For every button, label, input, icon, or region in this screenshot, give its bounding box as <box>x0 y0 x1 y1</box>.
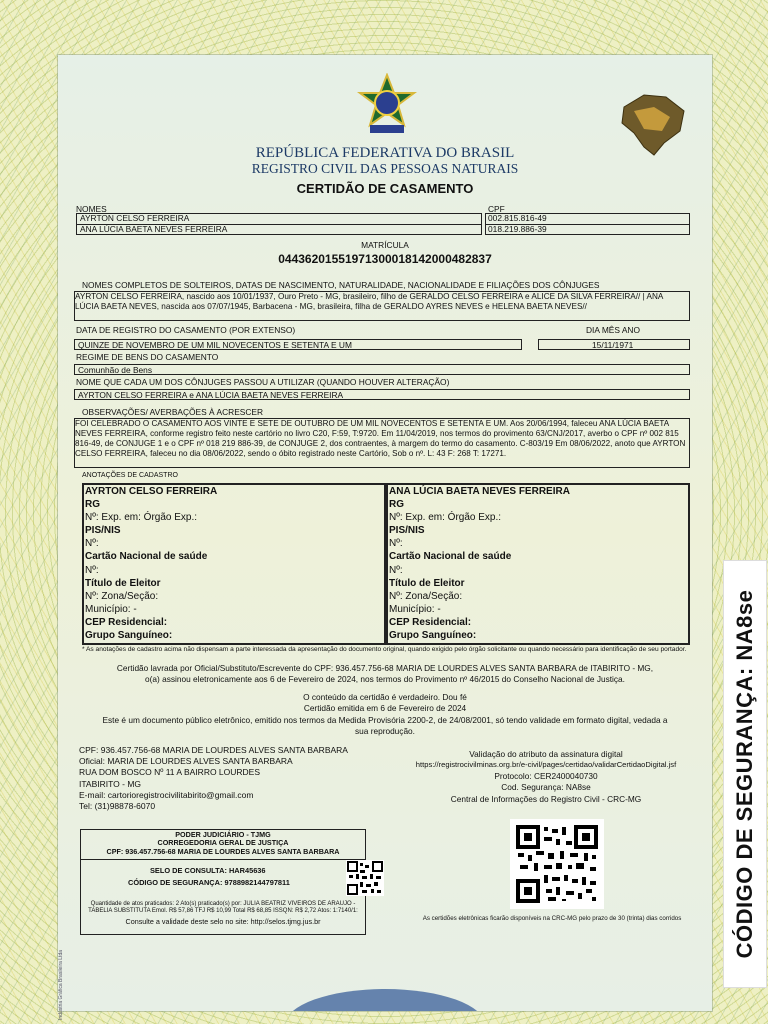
registry-title: REGISTRO CIVIL DAS PESSOAS NATURAIS <box>251 161 519 176</box>
cadastro-right-grupo: Grupo Sanguíneo: <box>389 630 477 641</box>
validation-line-1: Validação do atributo da assinatura digital <box>469 749 623 759</box>
certification-line-6: sua reprodução. <box>355 726 415 736</box>
names-label: NOMES <box>76 204 107 214</box>
certification-line-1: Certidão lavrada por Oficial/Substituto/Escrevente do CPF: 936.457.756-68 MARIA DE LOURDES ALVES SANTA BARBARA de ITABIRITO - MG, <box>116 663 654 673</box>
spouse-1-cpf: 002.815.816-49 <box>488 213 547 223</box>
cadastro-right-cns-line: Nº: <box>389 565 403 576</box>
office-cpf: CPF: 936.457.756-68 MARIA DE LOURDES ALVES SANTA BARBARA <box>79 745 348 755</box>
security-code-strip <box>723 560 767 988</box>
registration-date-text: QUINZE DE NOVEMBRO DE UM MIL NOVECENTOS E SETENTA E UM <box>78 340 352 350</box>
observations-label: OBSERVAÇÕES/ AVERBAÇÕES À ACRESCER <box>82 407 264 417</box>
cpf-label: CPF <box>488 204 505 214</box>
spouse-2-cpf: 018.219.886-39 <box>488 224 547 234</box>
office-address: RUA DOM BOSCO Nº 11 A BAIRRO LOURDES <box>79 767 261 777</box>
cadastro-right-cep: CEP Residencial: <box>389 617 472 628</box>
document-title: CERTIDÃO DE CASAMENTO <box>296 181 474 196</box>
cadastro-left-pis: PIS/NIS <box>85 525 121 536</box>
security-code-text: CÓDIGO DE SEGURANÇA: NA8se <box>732 589 757 959</box>
cadastro-left-municipio: Município: - <box>85 604 137 615</box>
republic-title: REPÚBLICA FEDERATIVA DO BRASIL <box>255 145 515 161</box>
certificate-paper <box>58 55 712 1021</box>
regime-box <box>74 364 690 375</box>
seal-codigo: CÓDIGO DE SEGURANÇA: 9788982144797811 <box>128 878 290 887</box>
cadastro-left-rg-line: Nº: Exp. em: Órgão Exp.: <box>85 512 198 523</box>
day-month-year-label: DIA MÊS ANO <box>586 325 640 335</box>
used-name-label: NOME QUE CADA UM DOS CÔNJUGES PASSOU A UTILIZAR (QUANDO HOUVER ALTERAÇÃO) <box>76 377 450 387</box>
seal-consult[interactable]: Consulte a validade deste selo no site: http://selos.tjmg.jus.br <box>125 917 321 926</box>
cadastro-left-grupo: Grupo Sanguíneo: <box>85 630 173 641</box>
certification-line-5: Este é um documento público eletrônico, emitido nos termos da Medida Provisória 2200-2, de 24/08/2001, só tendo validade em formato digital, vedada a <box>102 715 668 725</box>
cadastro-label: ANOTAÇÕES DE CADASTRO <box>82 472 178 479</box>
office-email[interactable]: E-mail: cartorioregistrocivilitabirito@gmail.com <box>79 790 254 800</box>
observations-text: FOI CELEBRADO O CASAMENTO AOS VINTE E SETE DE OUTUBRO DE UM MIL NOVECENTOS E SETENTA E UM. Aos 20/06/1994, faleceu ANA LÚCIA BAETA NEVES FERREIRA, conforme registro feito neste cartório no livro C20, F:59, T:9720. Em 11/04/2019, nos termos do provimento 63/CNJ/2017, averbo o CPF nº 002 815 816-49, de CONJUGE 1 e o CPF nº 018 219 886-39, de CONJUGE 2, dos contraentes, à margem do termo do casamento. C-803/19 Em 08/06/2022, anoto que AYRTON CELSO FERREIRA, faleceu no dia 08/06/2022, sendo o óbito registrado neste Cartório, Sob o nº. L: 43 F: 268 T: 17271. <box>75 419 686 458</box>
watermark-seal-icon <box>280 985 490 1011</box>
matricula-value: 04436201551971300018142000482837 <box>278 252 492 266</box>
validation-qr-code[interactable] <box>510 819 604 909</box>
cadastro-right-rg-line: Nº: Exp. em: Órgão Exp.: <box>389 512 502 523</box>
cadastro-left-rg: RG <box>85 499 100 510</box>
validation-security-code: Cod. Segurança: NA8se <box>501 782 591 792</box>
cadastro-right-pis: PIS/NIS <box>389 525 425 536</box>
regime-label: REGIME DE BENS DO CASAMENTO <box>76 352 219 362</box>
cadastro-right-municipio: Município: - <box>389 604 441 615</box>
seal-acts: Quantidade de atos praticados: 2 Ato(s) praticado(s) por: JULIA BEATRIZ VIVEIROS DE ARAUJO - TABELIA SUBSTITUTA Emol. R$ 57,86 TFJ R$ 10,99 Total R$ 68,85 ISSQN: R$ 2,72 Atos: 1:7140/1: <box>88 901 358 914</box>
seal-qr-code[interactable] <box>346 860 384 896</box>
certification-line-4: Certidão emitida em 6 de Fevereiro de 2024 <box>303 703 467 713</box>
registration-date-label: DATA DE REGISTRO DO CASAMENTO (POR EXTENSO) <box>76 325 296 335</box>
validation-url[interactable]: https://registrocivilminas.org.br/e-civil/pages/certidao/validarCertidaoDigital.jsf <box>415 760 677 769</box>
validation-central: Central de Informações do Registro Civil - CRC-MG <box>450 794 642 804</box>
certification-line-2: o(a) assinou eletronicamente aos 6 de Fevereiro de 2024, nos termos do Provimento nº 46/2015 do Conselho Nacional de Justiça. <box>145 674 625 684</box>
cadastro-left-titulo: Título de Eleitor <box>85 578 161 589</box>
cadastro-footnote: * As anotações de cadastro acima não dispensam a parte interessada da apresentação do documento original, quando exigido pelo órgão solicitante ou quando necessário para identificação de seu portador. <box>82 646 687 653</box>
cadastro-right-titulo: Título de Eleitor <box>389 578 465 589</box>
cadastro-right-rg: RG <box>389 499 404 510</box>
cadastro-left-cns-line: Nº: <box>85 565 99 576</box>
spouse-1-name: AYRTON CELSO FERREIRA <box>80 213 190 223</box>
regime-value: Comunhão de Bens <box>78 365 153 375</box>
used-name-value: AYRTON CELSO FERREIRA e ANA LÚCIA BAETA NEVES FERREIRA <box>78 390 344 400</box>
seal-selo: SELO DE CONSULTA: HAR45636 <box>150 866 266 875</box>
spouse-2-name: ANA LÚCIA BAETA NEVES FERREIRA <box>80 224 228 234</box>
cadastro-left-cns: Cartão Nacional de saúde <box>85 551 208 562</box>
filiation-text: AYRTON CELSO FERREIRA, nascido aos 10/01/1937, Ouro Preto - MG, brasileiro, filho de GERALDO CELSO FERREIRA e ALICE DA SILVA FERREIRA// | ANA LÚCIA BAETA NEVES, nascida aos 07/07/1945, Barbacena - MG, brasileira, filha de GERALDO AYRES NEVES e HELENA BAETA NEVES// <box>75 292 663 311</box>
office-city: ITABIRITO - MG <box>79 779 142 789</box>
office-oficial: Oficial: MARIA DE LOURDES ALVES SANTA BARBARA <box>79 756 293 766</box>
printer-credit-text: Indústria Gráfica Brasileira Ltda <box>58 949 64 1021</box>
cadastro-left-cep: CEP Residencial: <box>85 617 168 628</box>
office-phone: Tel: (31)98878-6070 <box>79 801 156 811</box>
matricula-label: MATRÍCULA <box>361 240 409 250</box>
cadastro-right-cns: Cartão Nacional de saúde <box>389 551 512 562</box>
cadastro-right-titulo-line: Nº: Zona/Seção: <box>389 591 463 602</box>
seal-cpf: CPF: 936.457.756-68 MARIA DE LOURDES ALVES SANTA BARBARA <box>106 847 340 856</box>
registration-date-num: 15/11/1971 <box>592 340 634 350</box>
certification-line-3: O conteúdo da certidão é verdadeiro. Dou fé <box>303 692 467 702</box>
cadastro-right-pis-line: Nº: <box>389 538 403 549</box>
validation-protocolo: Protocolo: CER2400040730 <box>494 771 598 781</box>
cadastro-left-titulo-line: Nº: Zona/Seção: <box>85 591 159 602</box>
cadastro-right-name: ANA LÚCIA BAETA NEVES FERREIRA <box>389 486 570 497</box>
validation-availability: As certidões eletrônicas ficarão disponíveis na CRC-MG pelo prazo de 30 (trinta) dias corridos <box>422 915 682 922</box>
printer-credit <box>54 949 68 1021</box>
filiation-label: NOMES COMPLETOS DE SOLTEIROS, DATAS DE NASCIMENTO, NATURALIDADE, NACIONALIDADE E FILIAÇÕES DOS CÔNJUGES <box>82 280 600 290</box>
cadastro-left-pis-line: Nº: <box>85 538 99 549</box>
cadastro-left-name: AYRTON CELSO FERREIRA <box>85 486 218 497</box>
seal-poder: PODER JUDICIÁRIO - TJMG <box>175 830 271 839</box>
coat-of-arms-icon <box>356 73 418 137</box>
seal-corregedoria: CORREGEDORIA GERAL DE JUSTIÇA <box>157 838 289 847</box>
